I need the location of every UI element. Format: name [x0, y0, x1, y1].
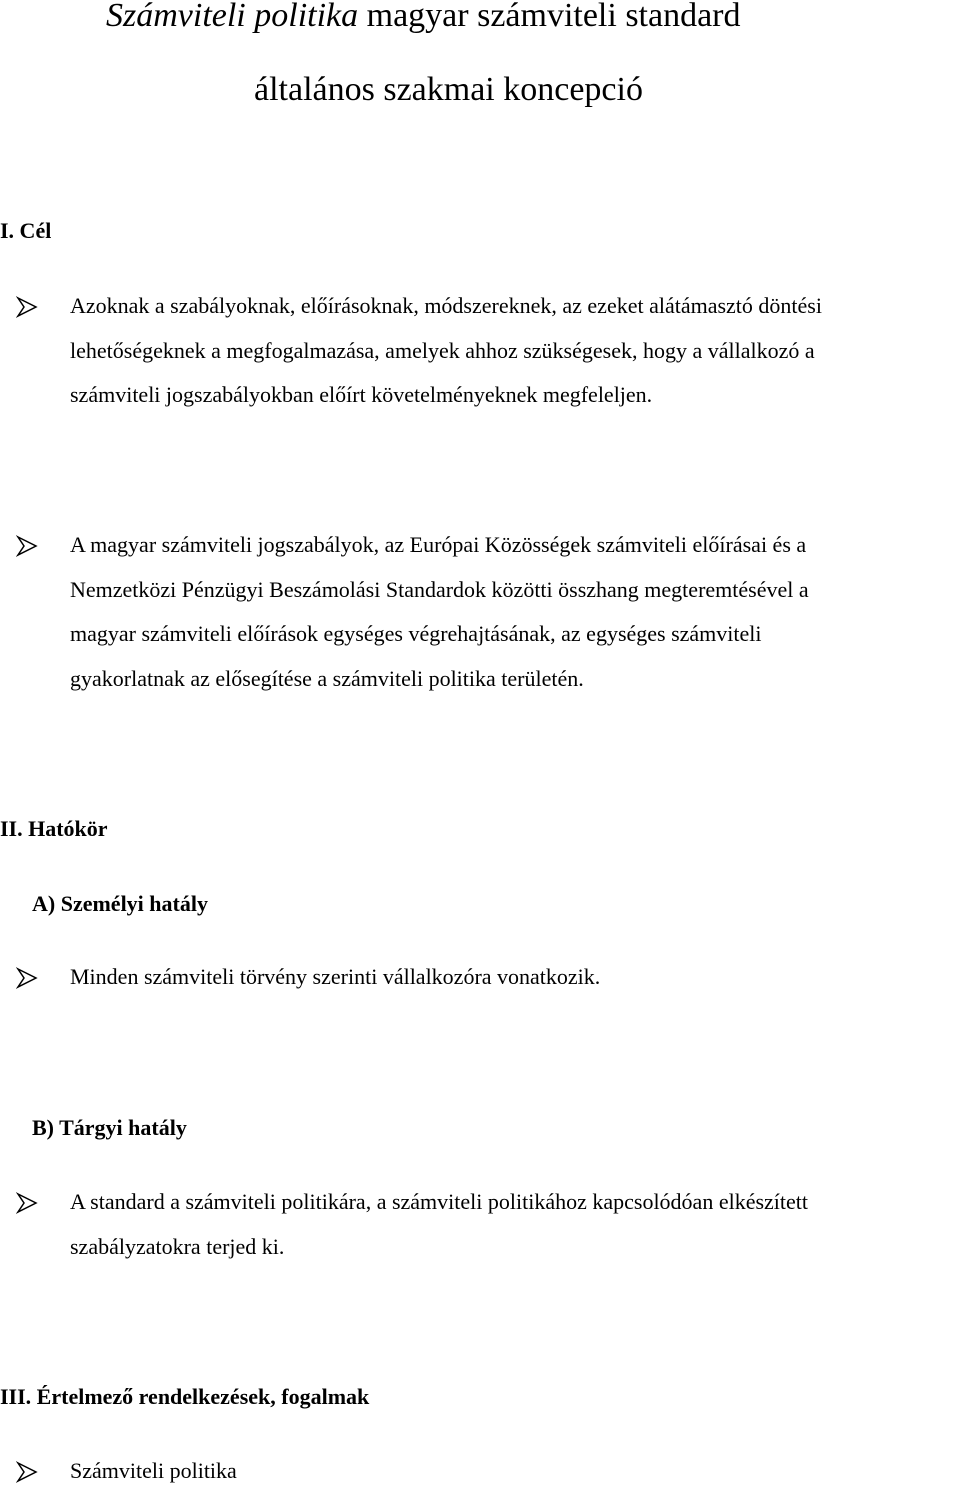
bullet-text: Számviteli politika	[70, 1458, 237, 1483]
bullet-item	[70, 523, 950, 701]
document-title-line-1	[106, 0, 741, 36]
bullet-text: Azoknak a szabályoknak, előírásoknak, módszereknek, az ezeket alátámasztó döntési lehetőségeknek a megfogalmazása, amelyek ahhoz szükségesek, hogy a vállalkozó a számviteli jogszabályokban előírt követelményeknek megfeleljen.	[70, 293, 822, 407]
bullet-item	[70, 1449, 950, 1494]
arrowhead-bullet-icon	[16, 1461, 38, 1483]
bullet-text: A standard a számviteli politikára, a számviteli politikához kapcsolódóan elkészített szabályzatokra terjed ki.	[70, 1189, 808, 1259]
bullet-text: Minden számviteli törvény szerinti vállalkozóra vonatkozik.	[70, 964, 601, 989]
arrowhead-bullet-icon	[16, 967, 38, 989]
section-heading-ertelmezo: III. Értelmező rendelkezések, fogalmak	[0, 1384, 370, 1409]
section-heading-hatokor: II. Hatókör	[0, 816, 108, 841]
arrowhead-bullet-icon	[16, 1192, 38, 1214]
bullet-item	[70, 284, 950, 418]
bullet-item	[70, 1180, 950, 1269]
subsection-heading-szemelyi: A) Személyi hatály	[32, 891, 208, 916]
document-title-line-2: általános szakmai koncepció	[254, 71, 643, 108]
title-rest-part: magyar számviteli standard	[358, 0, 741, 34]
title-italic-part: Számviteli politika	[106, 0, 359, 34]
bullet-item	[70, 955, 950, 1000]
subsection-heading-targyi: B) Tárgyi hatály	[32, 1115, 187, 1140]
bullet-text: A magyar számviteli jogszabályok, az Európai Közösségek számviteli előírásai és a Nemzetközi Pénzügyi Beszámolási Standardok közötti összhang megteremtésével a magyar számviteli előírások egységes végrehajtásának, az egységes számviteli gyakorlatnak az elősegítése a számviteli politika területén.	[70, 532, 809, 691]
arrowhead-bullet-icon	[16, 296, 38, 318]
section-heading-cel: I. Cél	[0, 218, 52, 243]
arrowhead-bullet-icon	[16, 535, 38, 557]
